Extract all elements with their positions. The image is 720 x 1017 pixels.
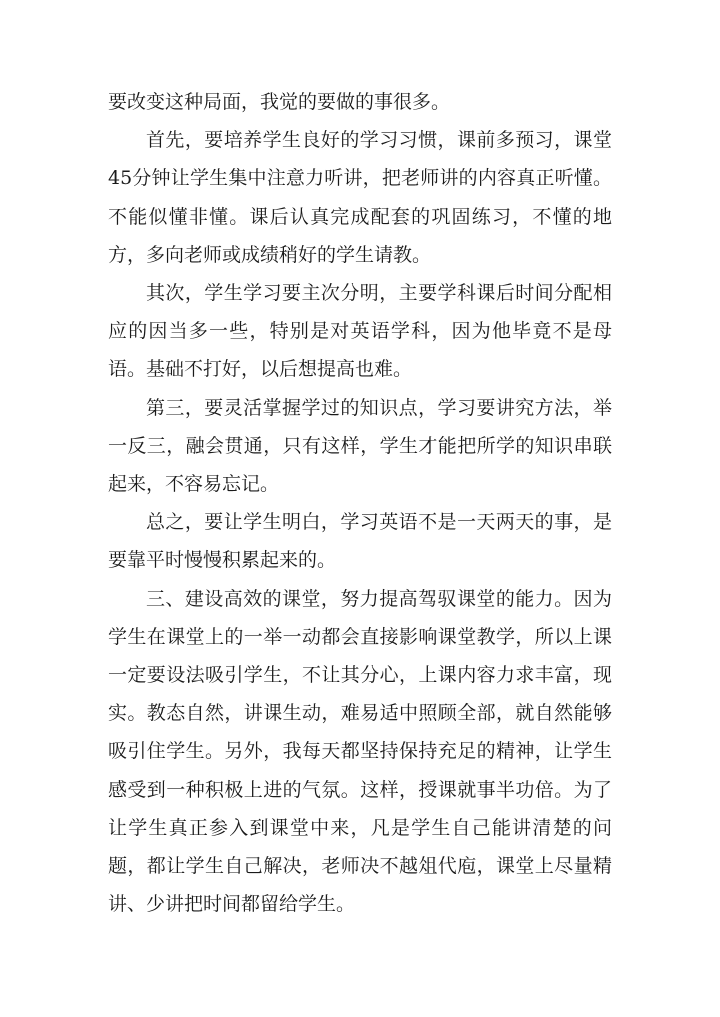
paragraph-first: 首先，要培养学生良好的学习习惯，课前多预习，课堂45分钟让学生集中注意力听讲，把老师讲的内容真正听懂。不能似懂非懂。课后认真完成配套的巩固练习，不懂的地方，多向老师或成绩稍好的学生请教。	[108, 129, 612, 266]
paragraph-third: 第三，要灵活掌握学过的知识点，学习要讲究方法，举一反三，融会贯通，只有这样，学生才能把所学的知识串联起来，不容易忘记。	[108, 396, 612, 496]
paragraph-second: 其次，学生学习要主次分明，主要学科课后时间分配相应的因当多一些，特别是对英语学科，因为他毕竟不是母语。基础不打好，以后想提高也难。	[108, 282, 612, 381]
paragraph-continuation: 要改变这种局面，我觉的要做的事很多。	[108, 91, 451, 113]
paragraph-summary: 总之，要让学生明白，学习英语不是一天两天的事，是要靠平时慢慢积累起来的。	[108, 511, 612, 572]
paragraph-section-three: 三、建设高效的课堂，努力提高驾驭课堂的能力。因为学生在课堂上的一举一动都会直接影响课堂教学，所以上课一定要设法吸引学生，不让其分心，上课内容力求丰富，现实。教态自然，讲课生动，难易适中照顾全部，就自然能够吸引住学生。另外，我每天都坚持保持充足的精神，让学生感受到一种积极上进的气氛。这样，授课就事半功倍。为了让学生真正参入到课堂中来，凡是学生自己能讲清楚的问题，都让学生自己解决，老师决不越俎代庖，课堂上尽量精讲、少讲把时间都留给学生。	[108, 587, 612, 916]
document-body	[108, 83, 612, 923]
